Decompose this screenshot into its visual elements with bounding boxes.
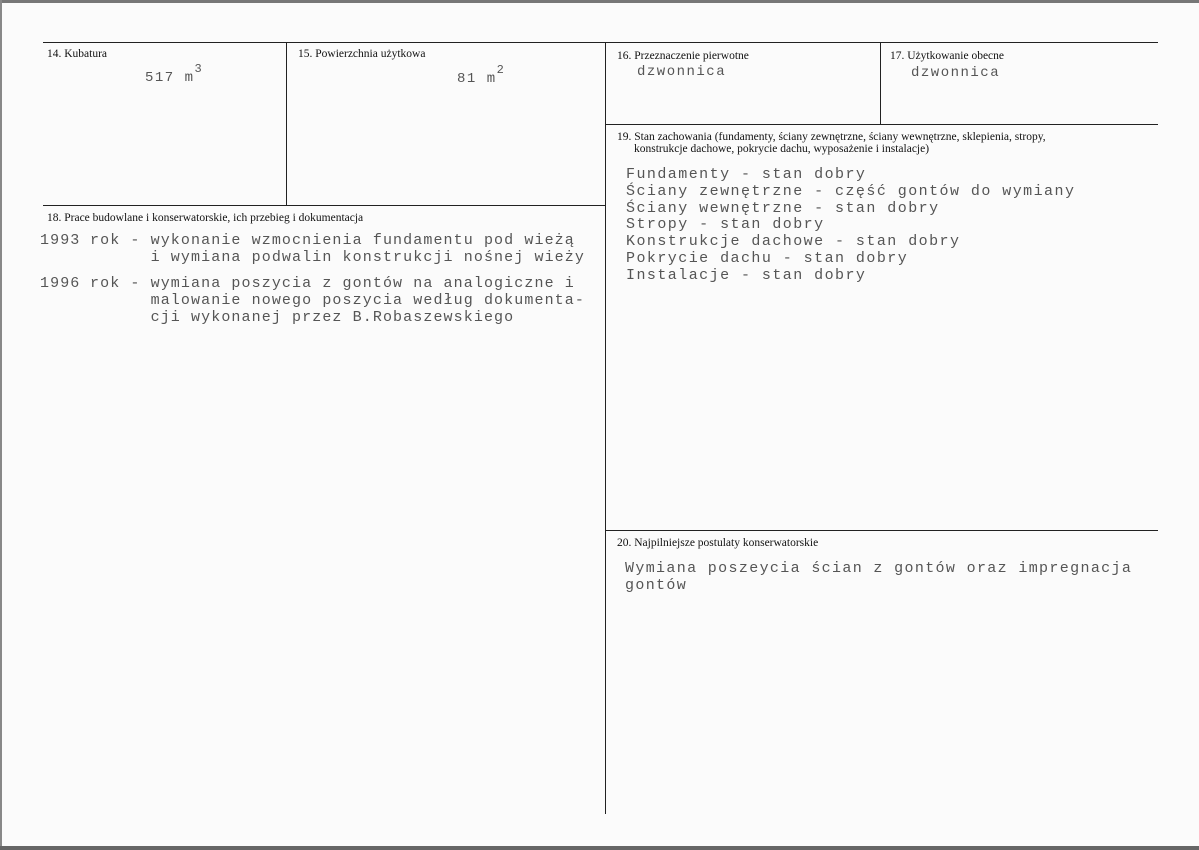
field-14-exponent: 3 bbox=[194, 62, 202, 76]
top-border-line bbox=[43, 42, 1158, 43]
field-15-exponent: 2 bbox=[496, 63, 504, 77]
field-19-label-line2: konstrukcje dachowe, pokrycie dachu, wyposażenie i instalacje) bbox=[634, 143, 930, 155]
field-14-value bbox=[145, 61, 202, 87]
field-17-value: dzwonnica bbox=[911, 65, 1001, 81]
field-20-label: 20. Najpilniejsze postulaty konserwatorskie bbox=[617, 537, 819, 549]
field-18-text-line: rok - wykonanie wzmocnienia fundamentu pod wieżą bbox=[90, 232, 575, 249]
field-14-label: 14. Kubatura bbox=[47, 48, 108, 60]
field-19-line: Stropy - stan dobry bbox=[626, 216, 825, 234]
center-divider bbox=[605, 42, 606, 814]
field-17-label: 17. Użytkowanie obecne bbox=[890, 50, 1005, 62]
field-18-text-line: rok - wymiana poszycia z gontów na analogiczne i bbox=[90, 275, 575, 292]
field-20-line: Wymiana poszeycia ścian z gontów oraz impregnacja bbox=[625, 560, 1133, 577]
field-18-text-line: malowanie nowego poszycia według dokumenta- bbox=[90, 291, 585, 309]
field-19-line: Fundamenty - stan dobry bbox=[626, 166, 867, 183]
field-18-text-line: i wymiana podwalin konstrukcji nośnej wieży bbox=[90, 248, 585, 266]
field-19-line: Konstrukcje dachowe - stan dobry bbox=[626, 233, 961, 251]
divider-16-17 bbox=[880, 42, 881, 124]
field-19-line: Ściany zewnętrzne - część gontów do wymiany bbox=[626, 182, 1076, 200]
field-18-year-1993: 1993 bbox=[40, 232, 81, 249]
field-19-line: Pokrycie dachu - stan dobry bbox=[626, 249, 909, 267]
field-16-label: 16. Przeznaczenie pierwotne bbox=[617, 50, 749, 62]
field-18-text-line: cji wykonanej przez B.Robaszewskiego bbox=[90, 308, 515, 326]
field-19-line: Instalacje - stan dobry bbox=[626, 266, 867, 284]
field-19-line: Ściany wewnętrzne - stan dobry bbox=[626, 199, 940, 217]
scan-edge-left bbox=[0, 0, 2, 850]
field-15-value bbox=[457, 62, 504, 88]
field-16-value: dzwonnica bbox=[637, 64, 727, 80]
scan-edge-top bbox=[0, 0, 1199, 3]
field-19-label-line1: 19. Stan zachowania (fundamenty, ściany zewnętrzne, ściany wewnętrzne, sklepienia, stropy, bbox=[617, 131, 1046, 143]
divider-14-15 bbox=[286, 42, 287, 205]
field-18-entry-1993-line bbox=[40, 250, 585, 267]
field-18-entry-1993 bbox=[40, 233, 585, 267]
field-18-entry-1996 bbox=[40, 276, 585, 326]
top-border-18 bbox=[43, 205, 606, 206]
field-14-number: 517 m bbox=[145, 70, 195, 86]
top-border-20 bbox=[606, 530, 1158, 531]
field-19-value bbox=[626, 167, 1075, 285]
field-20-line: gontów bbox=[625, 577, 688, 594]
field-18-entry-1993-line bbox=[40, 233, 585, 250]
field-18-year-1996: 1996 bbox=[40, 275, 81, 292]
field-18-entry-1996-line bbox=[40, 276, 585, 293]
field-18-entry-1996-line bbox=[40, 310, 585, 327]
field-15-number: 81 m bbox=[457, 71, 497, 87]
field-15-label: 15. Powierzchnia użytkowa bbox=[298, 48, 426, 60]
field-18-entry-1996-line bbox=[40, 293, 585, 310]
top-border-19 bbox=[606, 124, 1158, 125]
field-20-value bbox=[625, 560, 1132, 594]
scan-edge-bottom bbox=[0, 846, 1199, 850]
field-18-label: 18. Prace budowlane i konserwatorskie, ich przebieg i dokumentacja bbox=[47, 212, 364, 224]
